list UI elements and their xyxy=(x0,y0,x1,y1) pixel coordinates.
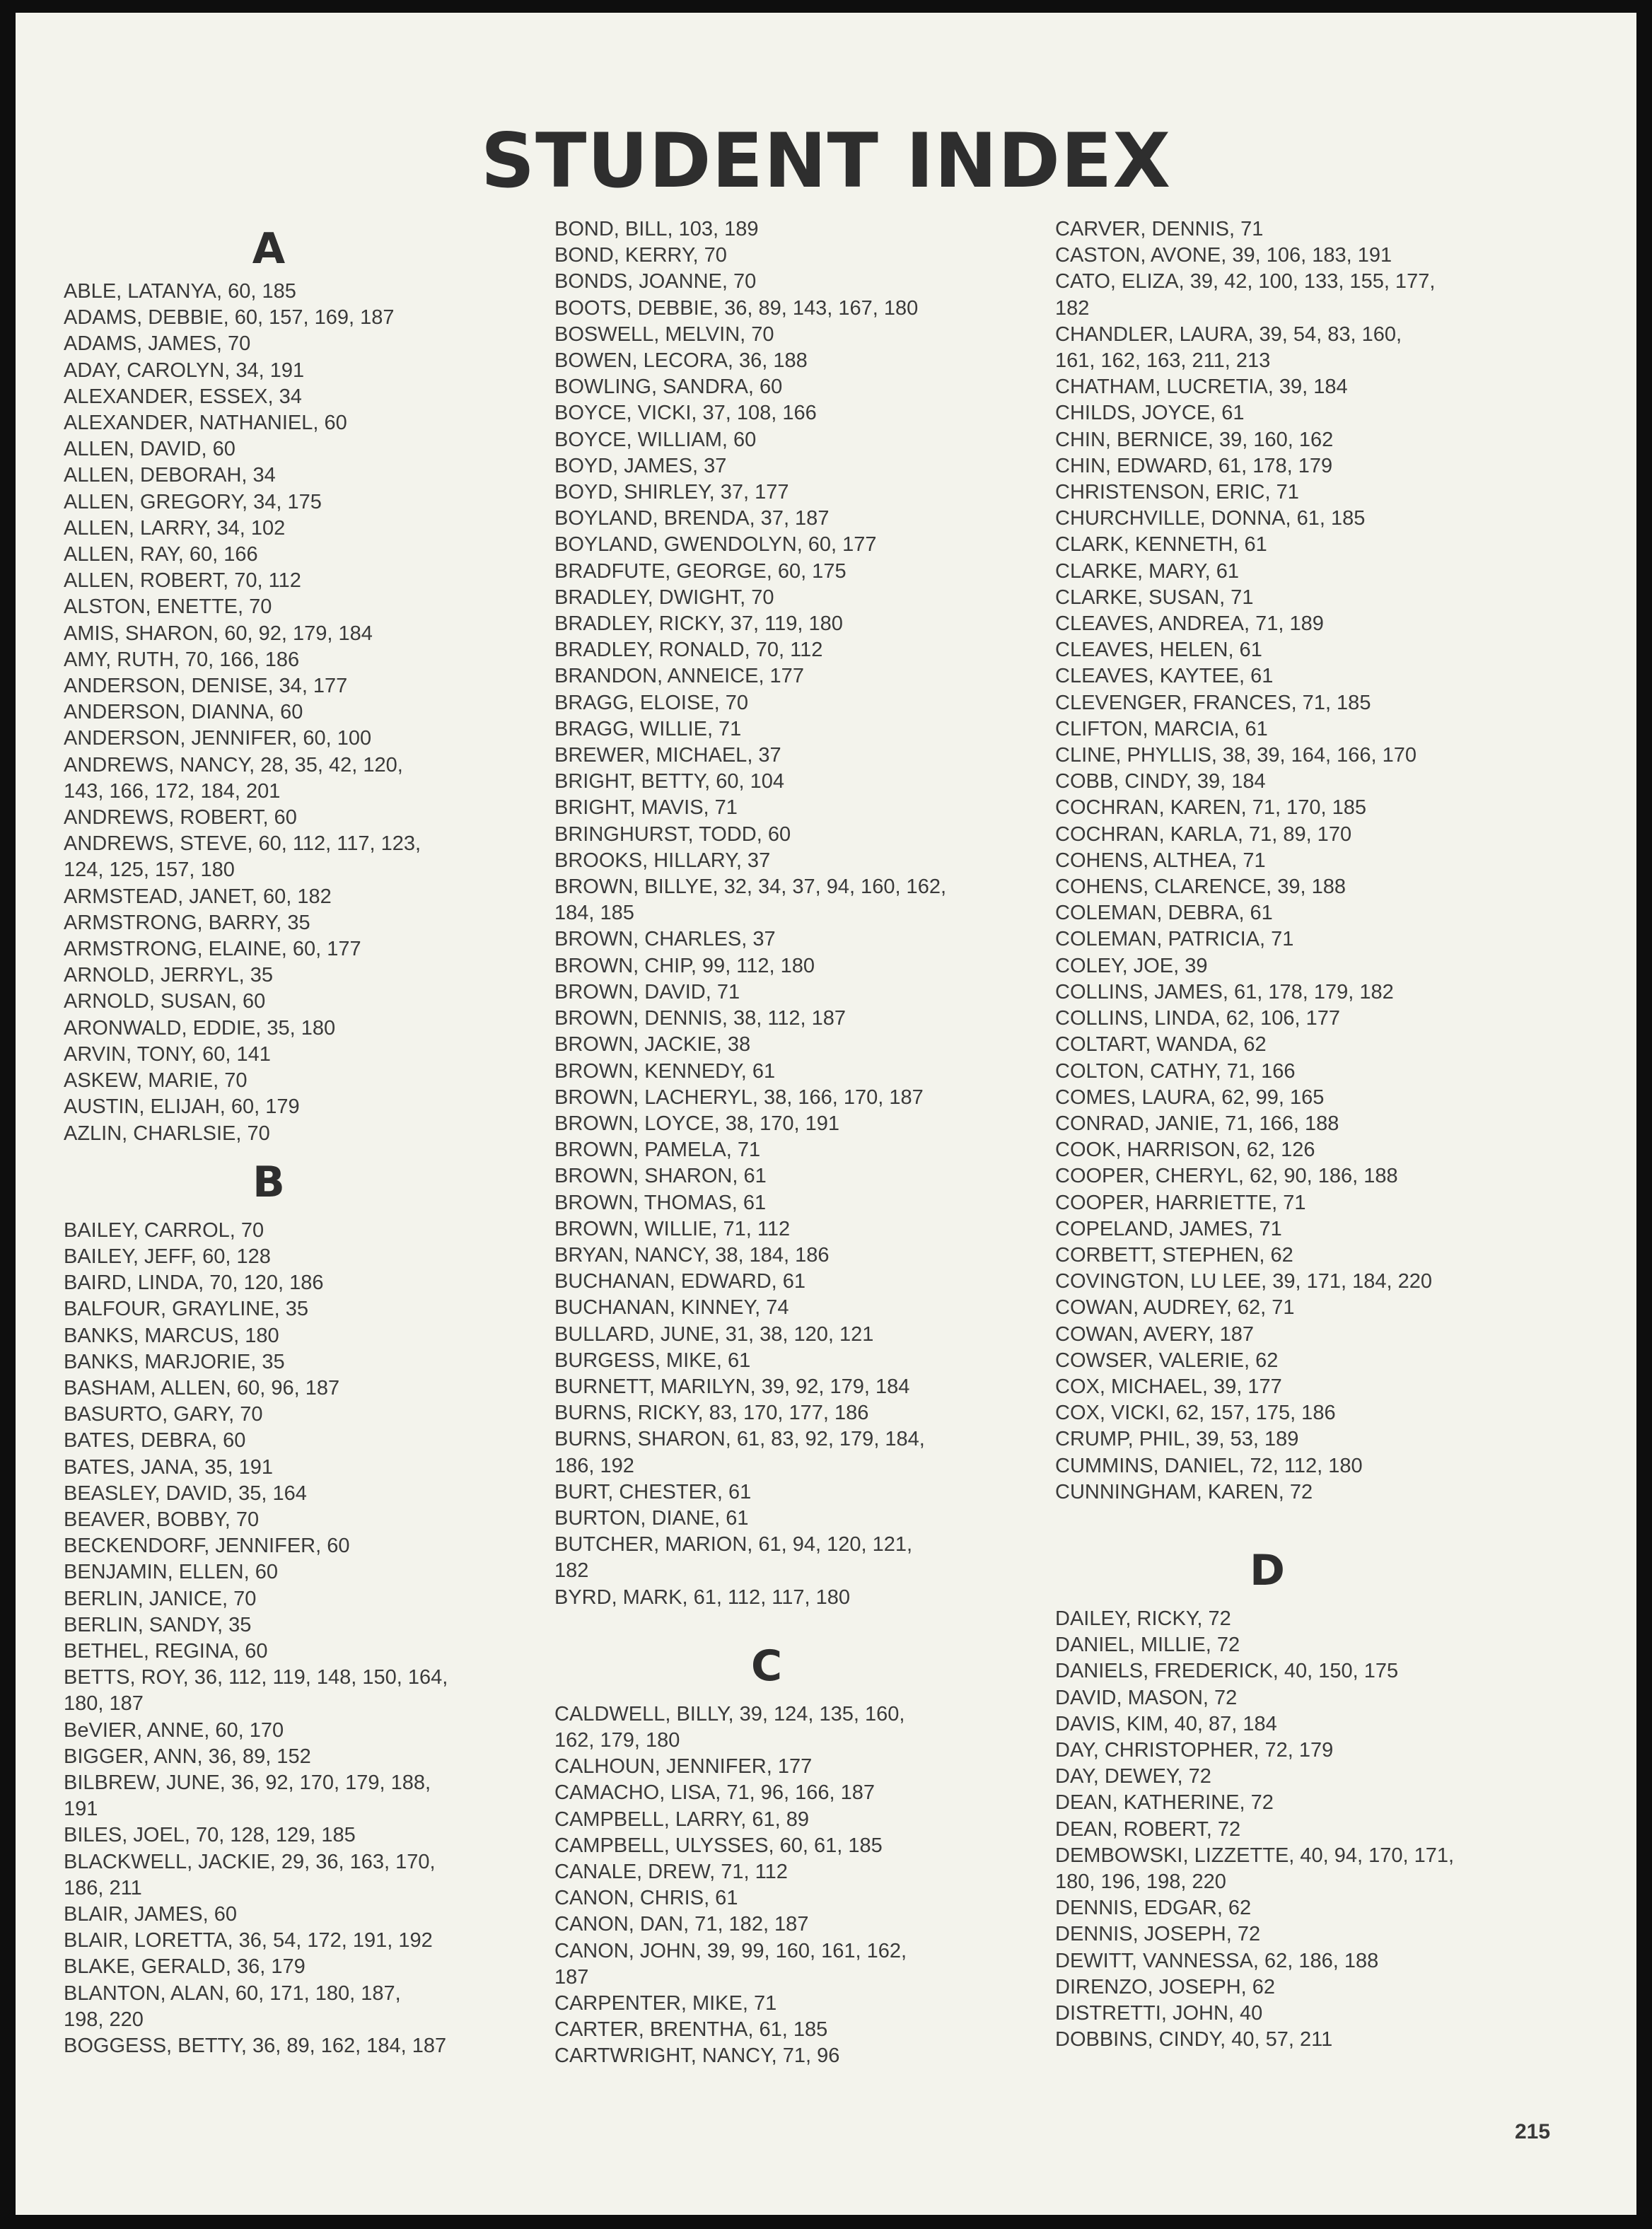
index-entry: ALLEN, RAY, 60, 166 xyxy=(64,543,258,566)
index-entry: BURNS, SHARON, 61, 83, 92, 179, 184, xyxy=(554,1428,925,1451)
index-entry: ARNOLD, SUSAN, 60 xyxy=(64,990,266,1013)
index-entry: 184, 185 xyxy=(554,902,634,925)
index-entry: BILES, JOEL, 70, 128, 129, 185 xyxy=(64,1824,356,1847)
index-entry: BOYCE, VICKI, 37, 108, 166 xyxy=(554,402,817,425)
index-entry: ALSTON, ENETTE, 70 xyxy=(64,595,272,619)
index-entry: BLAIR, LORETTA, 36, 54, 172, 191, 192 xyxy=(64,1929,433,1952)
index-entry: BROWN, CHARLES, 37 xyxy=(554,928,776,951)
index-entry: BEAVER, BOBBY, 70 xyxy=(64,1508,260,1531)
index-entry: COOPER, HARRIETTE, 71 xyxy=(1055,1191,1306,1214)
index-entry: BRIGHT, BETTY, 60, 104 xyxy=(554,770,785,793)
index-entry: BENJAMIN, ELLEN, 60 xyxy=(64,1561,278,1584)
index-entry: BURNETT, MARILYN, 39, 92, 179, 184 xyxy=(554,1375,910,1398)
index-entry: COWAN, AUDREY, 62, 71 xyxy=(1055,1296,1295,1320)
section-letter-b: B xyxy=(252,1157,285,1207)
index-entry: ABLE, LATANYA, 60, 185 xyxy=(64,280,296,303)
index-entry: DANIEL, MILLIE, 72 xyxy=(1055,1634,1240,1657)
index-entry: AMY, RUTH, 70, 166, 186 xyxy=(64,648,300,671)
index-entry: CLARKE, SUSAN, 71 xyxy=(1055,586,1254,609)
index-entry: DEMBOWSKI, LIZZETTE, 40, 94, 170, 171, xyxy=(1055,1844,1455,1867)
index-entry: BROWN, THOMAS, 61 xyxy=(554,1191,767,1214)
index-entry: BROWN, LOYCE, 38, 170, 191 xyxy=(554,1112,839,1135)
index-entry: BLANTON, ALAN, 60, 171, 180, 187, xyxy=(64,1981,401,2005)
index-entry: 186, 211 xyxy=(64,1876,142,1899)
index-entry: BANKS, MARCUS, 180 xyxy=(64,1324,279,1347)
index-entry: BOGGESS, BETTY, 36, 89, 162, 184, 187 xyxy=(64,2035,447,2057)
index-entry: BRINGHURST, TODD, 60 xyxy=(554,822,791,846)
index-entry: BROWN, PAMELA, 71 xyxy=(554,1139,761,1162)
index-entry: BALFOUR, GRAYLINE, 35 xyxy=(64,1298,308,1321)
index-entry: BROWN, SHARON, 61 xyxy=(554,1165,767,1188)
index-entry: ALLEN, ROBERT, 70, 112 xyxy=(64,569,301,593)
index-entry: BRAGG, ELOISE, 70 xyxy=(554,691,748,714)
index-entry: DENNIS, EDGAR, 62 xyxy=(1055,1897,1252,1920)
index-entry: COVINGTON, LU LEE, 39, 171, 184, 220 xyxy=(1055,1270,1433,1293)
index-entry: CAMACHO, LISA, 71, 96, 166, 187 xyxy=(554,1781,875,1805)
index-entry: DAVID, MASON, 72 xyxy=(1055,1686,1238,1709)
index-entry: DEWITT, VANNESSA, 62, 186, 188 xyxy=(1055,1949,1379,1972)
index-entry: BEASLEY, DAVID, 35, 164 xyxy=(64,1482,307,1505)
index-entry: BAIRD, LINDA, 70, 120, 186 xyxy=(64,1271,324,1295)
index-entry: CRUMP, PHIL, 39, 53, 189 xyxy=(1055,1428,1299,1451)
index-entry: BROWN, DAVID, 71 xyxy=(554,980,740,1003)
index-entry: BURTON, DIANE, 61 xyxy=(554,1506,749,1530)
index-entry: CHIN, BERNICE, 39, 160, 162 xyxy=(1055,428,1334,451)
index-entry: CLINE, PHYLLIS, 38, 39, 164, 166, 170 xyxy=(1055,744,1417,767)
index-entry: BRADLEY, DWIGHT, 70 xyxy=(554,586,774,609)
index-entry: COPELAND, JAMES, 71 xyxy=(1055,1217,1282,1240)
index-entry: BeVIER, ANNE, 60, 170 xyxy=(64,1718,284,1742)
index-entry: BROWN, JACKIE, 38 xyxy=(554,1033,751,1057)
index-entry: CLIFTON, MARCIA, 61 xyxy=(1055,717,1268,740)
index-entry: BOWLING, SANDRA, 60 xyxy=(554,376,783,399)
index-entry: COX, VICKI, 62, 157, 175, 186 xyxy=(1055,1402,1336,1425)
index-entry: BANKS, MARJORIE, 35 xyxy=(64,1350,285,1373)
index-entry: CASTON, AVONE, 39, 106, 183, 191 xyxy=(1055,244,1392,267)
index-entry: ANDREWS, NANCY, 28, 35, 42, 120, xyxy=(64,753,403,776)
index-entry: CONRAD, JANIE, 71, 166, 188 xyxy=(1055,1112,1339,1135)
index-entry: CUMMINS, DANIEL, 72, 112, 180 xyxy=(1055,1454,1363,1477)
index-page xyxy=(16,13,1636,2215)
index-column-1 xyxy=(64,216,559,2059)
index-entry: BASURTO, GARY, 70 xyxy=(64,1403,263,1426)
index-entry: BURT, CHESTER, 61 xyxy=(554,1480,752,1503)
index-entry: BOYD, JAMES, 37 xyxy=(554,454,727,477)
index-entry: ARMSTRONG, ELAINE, 60, 177 xyxy=(64,938,361,961)
index-entry: BOYD, SHIRLEY, 37, 177 xyxy=(554,481,789,504)
index-entry: COLEMAN, PATRICIA, 71 xyxy=(1055,928,1294,951)
index-entry: BRADLEY, RICKY, 37, 119, 180 xyxy=(554,612,843,636)
index-entry: COLTON, CATHY, 71, 166 xyxy=(1055,1059,1296,1083)
index-entry: ARNOLD, JERRYL, 35 xyxy=(64,964,274,987)
index-entry: CANON, DAN, 71, 182, 187 xyxy=(554,1913,809,1936)
index-entry: COOPER, CHERYL, 62, 90, 186, 188 xyxy=(1055,1165,1398,1188)
index-entry: ADAY, CAROLYN, 34, 191 xyxy=(64,359,305,382)
index-entry: 191 xyxy=(64,1798,98,1821)
page-number: 215 xyxy=(1515,2120,1551,2143)
index-entry: ANDERSON, DIANNA, 60 xyxy=(64,701,303,724)
index-entry: BIGGER, ANN, 36, 89, 152 xyxy=(64,1745,311,1768)
index-entry: ASKEW, MARIE, 70 xyxy=(64,1069,248,1093)
index-entry: BOND, BILL, 103, 189 xyxy=(554,218,759,240)
index-entry: CHILDS, JOYCE, 61 xyxy=(1055,402,1245,425)
index-entry: BUTCHER, MARION, 61, 94, 120, 121, xyxy=(554,1533,913,1556)
index-entry: DAVIS, KIM, 40, 87, 184 xyxy=(1055,1712,1277,1735)
index-entry: DAY, DEWEY, 72 xyxy=(1055,1765,1211,1788)
index-entry: 180, 196, 198, 220 xyxy=(1055,1870,1226,1893)
index-entry: CLARKE, MARY, 61 xyxy=(1055,559,1240,583)
index-entry: ANDREWS, ROBERT, 60 xyxy=(64,806,297,830)
index-entry: BAILEY, JEFF, 60, 128 xyxy=(64,1245,271,1268)
index-entry: 186, 192 xyxy=(554,1454,634,1477)
index-entry: CLEVENGER, FRANCES, 71, 185 xyxy=(1055,691,1371,714)
index-entry: ALEXANDER, NATHANIEL, 60 xyxy=(64,412,347,435)
index-entry: COMES, LAURA, 62, 99, 165 xyxy=(1055,1086,1325,1109)
index-entry: BOOTS, DEBBIE, 36, 89, 143, 167, 180 xyxy=(554,296,919,320)
index-entry: ALEXANDER, ESSEX, 34 xyxy=(64,385,302,408)
index-entry: AZLIN, CHARLSIE, 70 xyxy=(64,1122,270,1145)
index-entry: 124, 125, 157, 180 xyxy=(64,859,235,882)
index-entry: 162, 179, 180 xyxy=(554,1728,680,1752)
index-entry: ANDERSON, JENNIFER, 60, 100 xyxy=(64,727,372,750)
index-entry: CAMPBELL, ULYSSES, 60, 61, 185 xyxy=(554,1834,883,1857)
index-entry: ALLEN, LARRY, 34, 102 xyxy=(64,516,286,540)
index-column-2 xyxy=(554,216,1049,2070)
index-entry: 182 xyxy=(554,1559,589,1583)
index-entry: BOWEN, LECORA, 36, 188 xyxy=(554,349,808,373)
index-entry: BILBREW, JUNE, 36, 92, 170, 179, 188, xyxy=(64,1771,431,1794)
index-entry: CALDWELL, BILLY, 39, 124, 135, 160, xyxy=(554,1702,905,1725)
index-entry: BATES, DEBRA, 60 xyxy=(64,1429,246,1453)
index-entry: AMIS, SHARON, 60, 92, 179, 184 xyxy=(64,622,373,645)
index-entry: 161, 162, 163, 211, 213 xyxy=(1055,349,1271,373)
index-entry: CLEAVES, KAYTEE, 61 xyxy=(1055,665,1274,688)
index-entry: ARVIN, TONY, 60, 141 xyxy=(64,1042,271,1066)
index-entry: CANON, CHRIS, 61 xyxy=(554,1887,738,1910)
index-entry: CHURCHVILLE, DONNA, 61, 185 xyxy=(1055,507,1366,530)
index-entry: BROOKS, HILLARY, 37 xyxy=(554,849,771,872)
index-entry: BRIGHT, MAVIS, 71 xyxy=(554,796,738,820)
index-entry: 143, 166, 172, 184, 201 xyxy=(64,779,281,803)
index-entry: BERLIN, SANDY, 35 xyxy=(64,1613,252,1636)
index-entry: ARMSTRONG, BARRY, 35 xyxy=(64,911,310,934)
index-entry: COX, MICHAEL, 39, 177 xyxy=(1055,1375,1282,1398)
index-entry: BRYAN, NANCY, 38, 184, 186 xyxy=(554,1243,830,1267)
index-entry: DISTRETTI, JOHN, 40 xyxy=(1055,2002,1263,2025)
index-entry: BAILEY, CARROL, 70 xyxy=(64,1218,264,1242)
index-entry: BROWN, KENNEDY, 61 xyxy=(554,1059,776,1083)
section-letter-d: D xyxy=(1250,1545,1285,1595)
index-entry: CHANDLER, LAURA, 39, 54, 83, 160, xyxy=(1055,322,1402,346)
index-entry: BERLIN, JANICE, 70 xyxy=(64,1587,257,1610)
index-entry: DEAN, KATHERINE, 72 xyxy=(1055,1791,1274,1815)
index-entry: BOYLAND, BRENDA, 37, 187 xyxy=(554,507,830,530)
index-entry: COOK, HARRISON, 62, 126 xyxy=(1055,1139,1315,1162)
index-entry: CARVER, DENNIS, 71 xyxy=(1055,218,1264,240)
index-entry: BOSWELL, MELVIN, 70 xyxy=(554,322,774,346)
index-entry: CANON, JOHN, 39, 99, 160, 161, 162, xyxy=(554,1939,907,1962)
index-entry: ARMSTEAD, JANET, 60, 182 xyxy=(64,885,332,908)
index-entry: COHENS, ALTHEA, 71 xyxy=(1055,849,1266,872)
index-entry: BRANDON, ANNEICE, 177 xyxy=(554,665,804,688)
index-entry: ADAMS, JAMES, 70 xyxy=(64,332,251,356)
index-entry: BROWN, LACHERYL, 38, 166, 170, 187 xyxy=(554,1086,924,1109)
index-entry: BROWN, BILLYE, 32, 34, 37, 94, 160, 162, xyxy=(554,875,947,899)
index-entry: COLTART, WANDA, 62 xyxy=(1055,1033,1267,1057)
index-entry: COLLINS, LINDA, 62, 106, 177 xyxy=(1055,1007,1340,1030)
index-entry: ANDERSON, DENISE, 34, 177 xyxy=(64,675,348,698)
index-entry: BLACKWELL, JACKIE, 29, 36, 163, 170, xyxy=(64,1850,436,1873)
index-entry: ADAMS, DEBBIE, 60, 157, 169, 187 xyxy=(64,306,395,330)
index-entry: BOYCE, WILLIAM, 60 xyxy=(554,428,757,451)
index-entry: BOND, KERRY, 70 xyxy=(554,244,727,267)
index-entry: BROWN, CHIP, 99, 112, 180 xyxy=(554,954,815,977)
index-entry: BRAGG, WILLIE, 71 xyxy=(554,717,742,740)
index-entry: BLAKE, GERALD, 36, 179 xyxy=(64,1955,306,1979)
index-entry: BETHEL, REGINA, 60 xyxy=(64,1639,268,1663)
index-entry: BROWN, WILLIE, 71, 112 xyxy=(554,1217,791,1240)
index-entry: CHIN, EDWARD, 61, 178, 179 xyxy=(1055,454,1333,477)
index-entry: COLEY, JOE, 39 xyxy=(1055,954,1208,977)
index-entry: CARTER, BRENTHA, 61, 185 xyxy=(554,2018,828,2042)
index-entry: BRADFUTE, GEORGE, 60, 175 xyxy=(554,559,847,583)
index-entry: DENNIS, JOSEPH, 72 xyxy=(1055,1923,1261,1946)
index-entry: CLEAVES, ANDREA, 71, 189 xyxy=(1055,612,1324,636)
index-entry: ALLEN, GREGORY, 34, 175 xyxy=(64,490,322,513)
index-entry: BOYLAND, GWENDOLYN, 60, 177 xyxy=(554,533,877,557)
index-entry: DEAN, ROBERT, 72 xyxy=(1055,1817,1241,1841)
index-entry: COWSER, VALERIE, 62 xyxy=(1055,1349,1279,1372)
index-entry: CORBETT, STEPHEN, 62 xyxy=(1055,1243,1293,1267)
index-entry: BRADLEY, RONALD, 70, 112 xyxy=(554,639,823,662)
index-entry: COWAN, AVERY, 187 xyxy=(1055,1322,1254,1346)
index-entry: CAMPBELL, LARRY, 61, 89 xyxy=(554,1808,810,1831)
index-entry: BROWN, DENNIS, 38, 112, 187 xyxy=(554,1007,847,1030)
index-entry: DOBBINS, CINDY, 40, 57, 211 xyxy=(1055,2028,1333,2052)
index-entry: ARONWALD, EDDIE, 35, 180 xyxy=(64,1016,336,1040)
index-entry: DIRENZO, JOSEPH, 62 xyxy=(1055,1975,1276,1998)
index-entry: CATO, ELIZA, 39, 42, 100, 133, 155, 177, xyxy=(1055,270,1436,293)
index-entry: CARPENTER, MIKE, 71 xyxy=(554,1992,777,2015)
section-letter-a: A xyxy=(252,224,286,274)
page-title: STUDENT INDEX xyxy=(480,117,1172,204)
index-entry: BLAIR, JAMES, 60 xyxy=(64,1902,237,1926)
index-entry: BUCHANAN, KINNEY, 74 xyxy=(554,1296,789,1320)
index-entry: COBB, CINDY, 39, 184 xyxy=(1055,770,1266,793)
index-entry: DAY, CHRISTOPHER, 72, 179 xyxy=(1055,1738,1334,1762)
index-entry: COHENS, CLARENCE, 39, 188 xyxy=(1055,875,1346,899)
index-column-3 xyxy=(1055,216,1550,2053)
index-entry: COLEMAN, DEBRA, 61 xyxy=(1055,902,1273,925)
index-entry: BULLARD, JUNE, 31, 38, 120, 121 xyxy=(554,1322,874,1346)
section-letter-c: C xyxy=(750,1641,783,1691)
index-entry: CARTWRIGHT, NANCY, 71, 96 xyxy=(554,2044,840,2068)
index-entry: 180, 187 xyxy=(64,1692,144,1716)
index-entry: 182 xyxy=(1055,296,1090,320)
index-entry: 198, 220 xyxy=(64,2008,144,2031)
index-entry: DANIELS, FREDERICK, 40, 150, 175 xyxy=(1055,1660,1399,1683)
index-entry: CLARK, KENNETH, 61 xyxy=(1055,533,1267,557)
index-entry: DAILEY, RICKY, 72 xyxy=(1055,1607,1231,1630)
index-entry: CALHOUN, JENNIFER, 177 xyxy=(554,1755,813,1779)
index-entry: COLLINS, JAMES, 61, 178, 179, 182 xyxy=(1055,980,1394,1003)
index-entry: CANALE, DREW, 71, 112 xyxy=(554,1860,788,1883)
index-entry: BURNS, RICKY, 83, 170, 177, 186 xyxy=(554,1402,869,1425)
index-entry: BECKENDORF, JENNIFER, 60 xyxy=(64,1535,350,1558)
index-entry: ANDREWS, STEVE, 60, 112, 117, 123, xyxy=(64,832,421,856)
index-entry: BONDS, JOANNE, 70 xyxy=(554,270,757,293)
index-entry: COCHRAN, KAREN, 71, 170, 185 xyxy=(1055,796,1367,820)
index-entry: BYRD, MARK, 61, 112, 117, 180 xyxy=(554,1585,851,1609)
index-entry: ALLEN, DAVID, 60 xyxy=(64,438,235,461)
index-entry: BASHAM, ALLEN, 60, 96, 187 xyxy=(64,1376,340,1399)
index-entry: BREWER, MICHAEL, 37 xyxy=(554,744,781,767)
index-entry: CHRISTENSON, ERIC, 71 xyxy=(1055,481,1299,504)
index-entry: BATES, JANA, 35, 191 xyxy=(64,1455,274,1479)
index-entry: AUSTIN, ELIJAH, 60, 179 xyxy=(64,1095,300,1119)
index-entry: 187 xyxy=(554,1965,589,1989)
index-entry: CHATHAM, LUCRETIA, 39, 184 xyxy=(1055,376,1348,399)
index-entry: BURGESS, MIKE, 61 xyxy=(554,1349,751,1372)
index-entry: BETTS, ROY, 36, 112, 119, 148, 150, 164, xyxy=(64,1666,448,1689)
index-entry: BUCHANAN, EDWARD, 61 xyxy=(554,1270,806,1293)
index-entry: COCHRAN, KARLA, 71, 89, 170 xyxy=(1055,822,1352,846)
index-entry: ALLEN, DEBORAH, 34 xyxy=(64,464,276,487)
index-entry: CLEAVES, HELEN, 61 xyxy=(1055,639,1262,662)
index-entry: CUNNINGHAM, KAREN, 72 xyxy=(1055,1480,1313,1503)
